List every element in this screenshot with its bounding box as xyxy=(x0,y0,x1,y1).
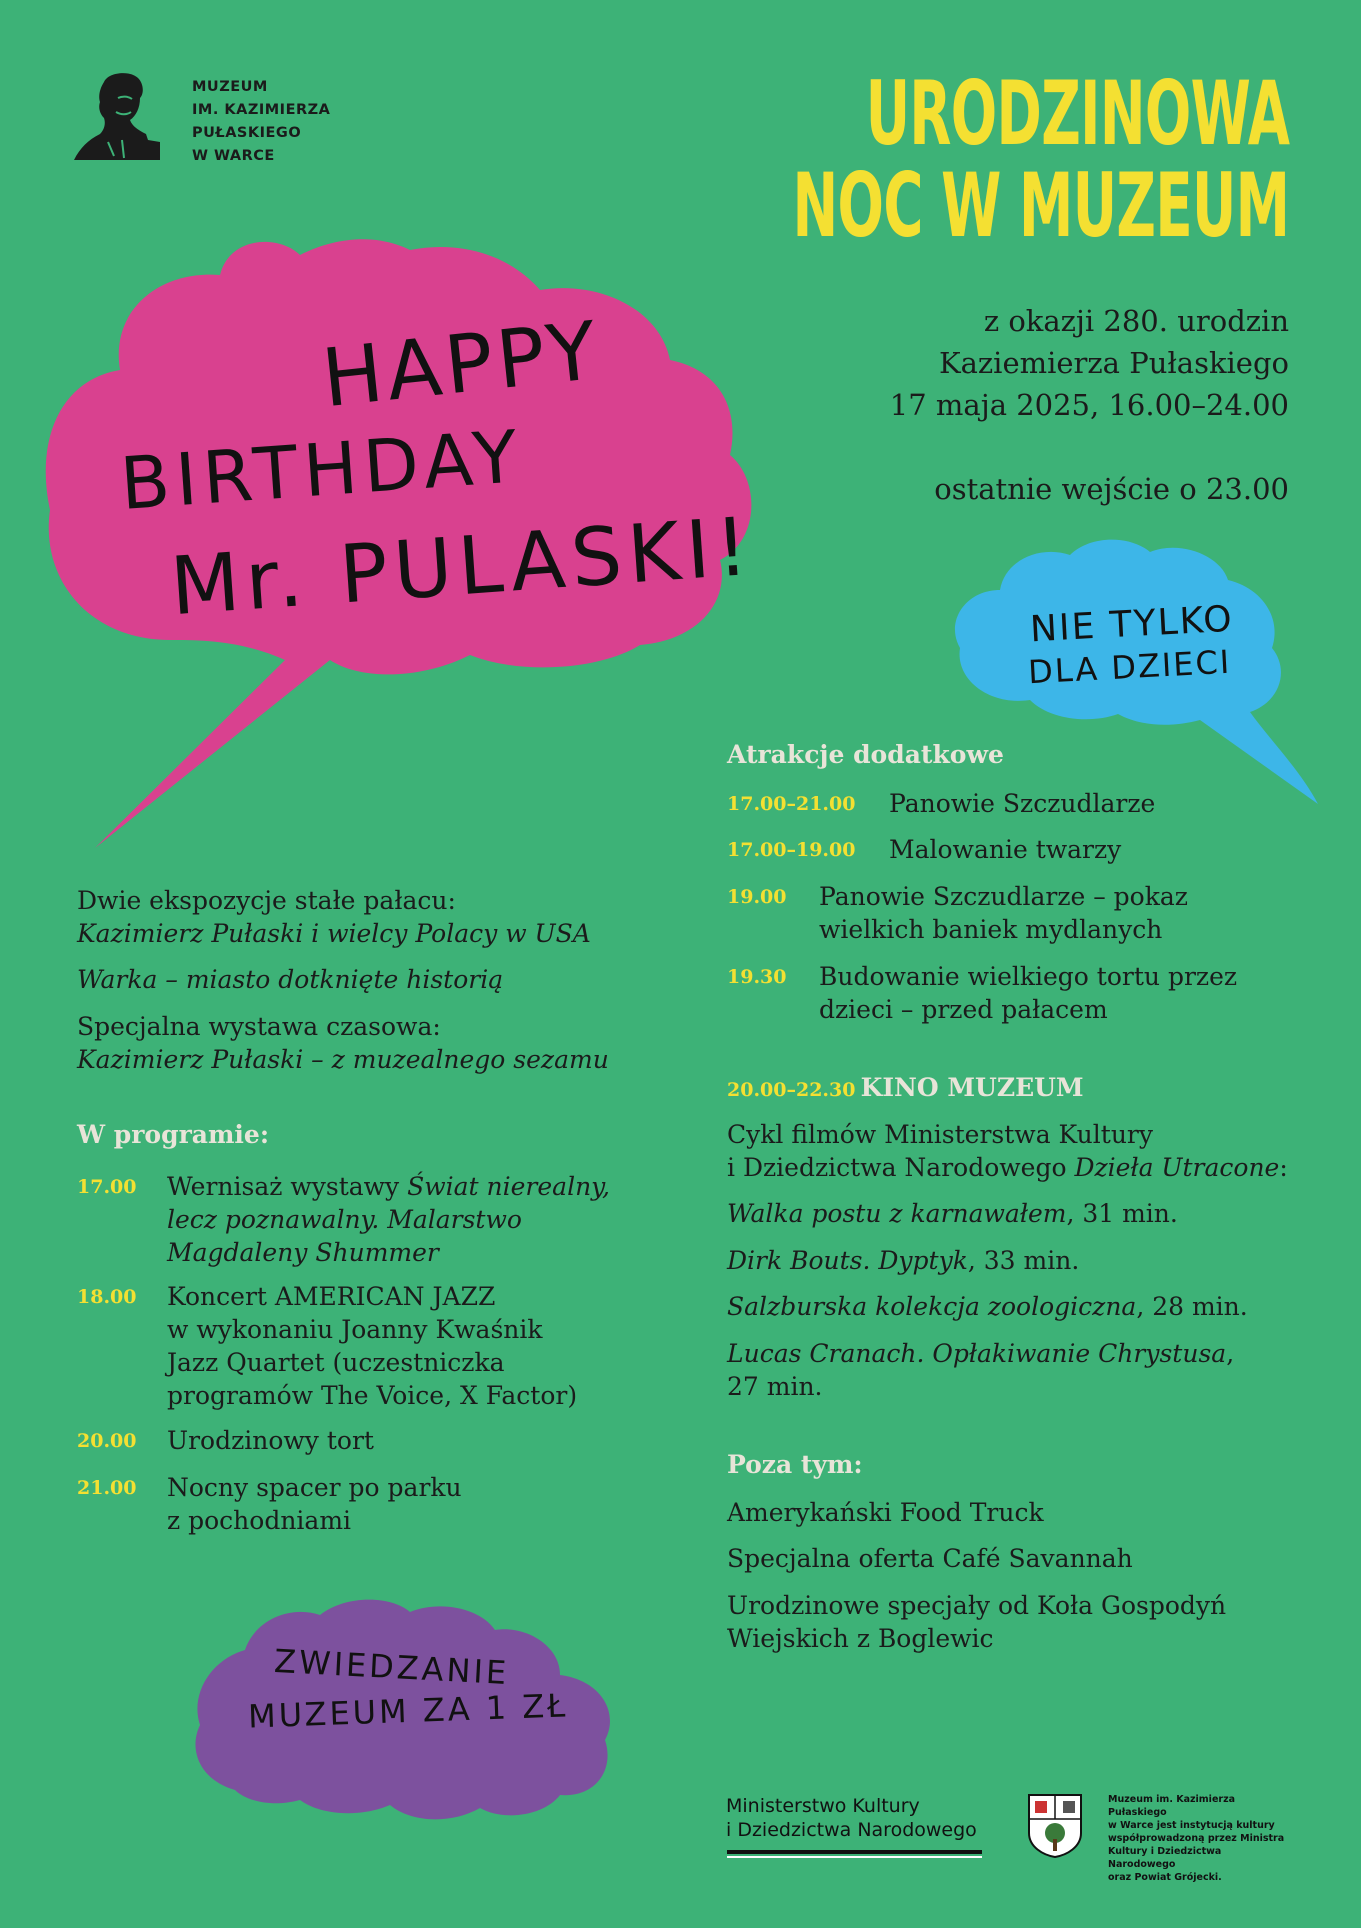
ministry-line-2: i Dziedzictwa Narodowego xyxy=(726,1819,977,1841)
program-desc: lecz poznawalny. Malarstwo xyxy=(167,1205,522,1234)
purple-speech-bubble xyxy=(115,1600,610,1890)
extras-item xyxy=(727,1589,1226,1655)
ministry-bar xyxy=(727,1850,982,1854)
film-duration: , xyxy=(1226,1339,1235,1368)
last-entry-note: ostatnie wejście o 23.00 xyxy=(934,472,1289,506)
extras-item-line: Urodzinowe specjały od Koła Gospodyń xyxy=(727,1591,1227,1620)
attraction-desc: Panowie Szczudlarze – pokaz xyxy=(819,882,1188,911)
note-line: oraz Powiat Grójecki. xyxy=(1108,1872,1222,1883)
film-title: Walka postu z karnawałem xyxy=(727,1199,1067,1228)
program-time: 18.00 xyxy=(77,1286,137,1308)
event-subtitle xyxy=(890,300,1289,426)
subtitle-line-1: z okazji 280. urodzin xyxy=(983,304,1289,338)
film-item xyxy=(727,1244,1079,1277)
museum-logo-text xyxy=(192,76,330,168)
extras-item: Amerykański Food Truck xyxy=(727,1498,1044,1527)
county-crest-icon xyxy=(1027,1793,1083,1859)
attraction-desc: wielkich baniek mydlanych xyxy=(819,915,1163,944)
cinema-intro-line: i Dziedzictwa Narodowego xyxy=(727,1153,1075,1182)
temporary-exhibit-label: Specjalna wystawa czasowa: xyxy=(77,1012,441,1041)
logo-line: W WARCE xyxy=(192,148,275,164)
cinema-time: 20.00–22.30 xyxy=(727,1079,856,1101)
extras-item-line: Wiejskich z Boglewic xyxy=(727,1624,994,1653)
note-line: Muzeum im. Kazimierza Pułaskiego xyxy=(1108,1794,1236,1818)
ministry-bar-accent xyxy=(727,1856,982,1858)
kids-bubble-line-2: DLA DZIECI xyxy=(1027,642,1233,692)
happy-bubble-line-3: Mr. PULASKI! xyxy=(167,499,757,634)
note-line: Kultury i Dziedzictwa Narodowego xyxy=(1108,1846,1222,1870)
film-item xyxy=(727,1290,1248,1323)
attraction-desc: Panowie Szczudlarze xyxy=(889,789,1156,818)
extras-heading: Poza tym: xyxy=(727,1450,863,1479)
attraction-time: 19.00 xyxy=(727,886,787,908)
attraction-desc: Malowanie twarzy xyxy=(889,835,1122,864)
program-desc: Urodzinowy tort xyxy=(167,1426,374,1455)
attraction-time: 19.30 xyxy=(727,966,787,988)
permanent-exhibit-2: Warka – miasto dotknięte historią xyxy=(77,965,504,994)
cinema-series-title: Dzieła Utracone xyxy=(1074,1153,1280,1182)
attraction-time: 17.00–19.00 xyxy=(727,839,856,861)
film-duration: , 28 min. xyxy=(1136,1292,1248,1321)
note-line: współprowadzoną przez Ministra xyxy=(1108,1833,1285,1844)
happy-bubble-line-1: HAPPY xyxy=(317,303,605,426)
temporary-exhibit-1: Kazimierz Pułaski – z muzealnego sezamu xyxy=(77,1045,609,1074)
logo-line: IM. KAZIMIERZA xyxy=(192,102,331,118)
program-time: 20.00 xyxy=(77,1430,137,1452)
film-title: Salzburska kolekcja zoologiczna xyxy=(727,1292,1137,1321)
subtitle-line-2: Kaziemierza Pułaskiego xyxy=(938,346,1289,380)
attractions-heading: Atrakcje dodatkowe xyxy=(727,740,1004,769)
program-desc-italic: Świat nierealny, xyxy=(407,1172,610,1201)
program-desc: w wykonaniu Joanny Kwaśnik xyxy=(167,1315,543,1344)
attraction-desc: Budowanie wielkiego tortu przez xyxy=(819,962,1238,991)
cinema-header xyxy=(727,1073,1084,1102)
program-desc: Jazz Quartet (uczestniczka xyxy=(167,1348,505,1377)
program-desc: Koncert AMERICAN JAZZ xyxy=(167,1282,496,1311)
note-line: w Warce jest instytucją kultury xyxy=(1108,1820,1275,1831)
institution-note xyxy=(1108,1793,1288,1884)
cinema-heading: KINO MUZEUM xyxy=(860,1073,1084,1102)
extras-item: Specjalna oferta Café Savannah xyxy=(727,1544,1133,1573)
ministry-line-1: Ministerstwo Kultury xyxy=(726,1795,920,1817)
program-desc: z pochodniami xyxy=(167,1506,352,1535)
attraction-desc: dzieci – przed pałacem xyxy=(819,995,1108,1024)
film-duration: , 31 min. xyxy=(1066,1199,1178,1228)
cinema-intro-line: Cykl filmów Ministerstwa Kultury xyxy=(727,1120,1154,1149)
title-line-1: URODZINOWA xyxy=(865,62,1289,165)
attraction-time: 17.00–21.00 xyxy=(727,793,856,815)
ministry-logo-text xyxy=(726,1794,977,1842)
pulaski-portrait-icon xyxy=(74,68,164,162)
program-desc: Wernisaż wystawy xyxy=(167,1172,408,1201)
film-title: Dirk Bouts. Dyptyk xyxy=(727,1246,968,1275)
subtitle-line-3: 17 maja 2025, 16.00–24.00 xyxy=(889,388,1289,422)
permanent-exhibits-label: Dwie ekspozycje stałe pałacu: xyxy=(77,886,456,915)
permanent-exhibit-1: Kazimierz Pułaski i wielcy Polacy w USA xyxy=(77,919,591,948)
program-time: 17.00 xyxy=(77,1176,137,1198)
ticket-bubble-line-2: MUZEUM ZA 1 ZŁ xyxy=(247,1686,569,1736)
cinema-intro-colon: : xyxy=(1279,1153,1288,1182)
film-title: Lucas Cranach. Opłakiwanie Chrystusa xyxy=(727,1339,1227,1368)
logo-line: PUŁASKIEGO xyxy=(192,125,302,141)
title-line-2: NOC W MUZEUM xyxy=(792,154,1289,257)
logo-line: MUZEUM xyxy=(192,79,268,95)
program-desc: programów The Voice, X Factor) xyxy=(167,1381,578,1410)
program-desc: Nocny spacer po parku xyxy=(167,1473,462,1502)
happy-bubble-line-2: BIRTHDAY xyxy=(117,414,526,526)
event-title xyxy=(792,62,1289,257)
film-item xyxy=(727,1337,1234,1403)
program-heading: W programie: xyxy=(77,1120,270,1149)
program-time: 21.00 xyxy=(77,1477,137,1499)
film-item xyxy=(727,1197,1178,1230)
film-duration: 27 min. xyxy=(727,1372,823,1401)
ticket-bubble-line-1: ZWIEDZANIE xyxy=(273,1641,511,1693)
program-desc: Magdaleny Shummer xyxy=(167,1238,439,1267)
kids-bubble-line-1: NIE TYLKO xyxy=(1029,598,1235,651)
film-duration: , 33 min. xyxy=(967,1246,1080,1275)
cinema-intro xyxy=(727,1118,1337,1184)
